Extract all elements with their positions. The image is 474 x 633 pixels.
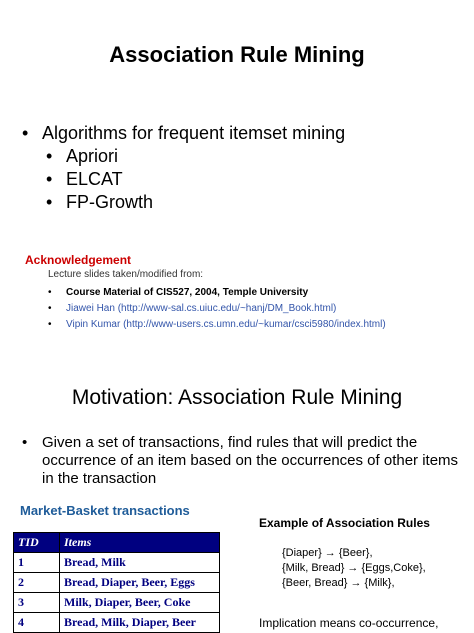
main-bullet-text: Algorithms for frequent itemset mining	[42, 123, 346, 143]
table-row	[14, 593, 220, 613]
bullet-icon: •	[46, 146, 53, 166]
acknowledgement-title: Acknowledgement	[25, 253, 132, 267]
bullet-icon: •	[48, 287, 52, 298]
table-cell-tid: 3	[14, 593, 60, 613]
main-bullet	[22, 122, 345, 144]
table-row	[14, 613, 220, 633]
list-item	[46, 145, 153, 168]
algorithm-apriori: Apriori	[66, 146, 119, 166]
rule-item: {Diaper} → {Beer},	[282, 547, 373, 559]
bullet-icon: •	[22, 434, 28, 451]
ack-link-kumar[interactable]: Vipin Kumar (http://www-users.cs.umn.edu/~kumar/csci5980/index.html)	[66, 319, 386, 330]
transactions-table	[13, 532, 220, 633]
algorithm-elcat: ELCAT	[66, 169, 123, 189]
slide-title-motivation: Motivation: Association Rule Mining	[71, 386, 403, 409]
implication-note: Implication means co-occurrence,	[259, 616, 439, 630]
example-rules-list	[282, 546, 426, 591]
bullet-icon: •	[46, 169, 53, 189]
bullet-icon: •	[46, 192, 53, 212]
table-row	[14, 573, 220, 593]
ack-course-material: Course Material of CIS527, 2004, Temple University	[66, 287, 309, 298]
table-row	[14, 553, 220, 573]
table-cell-tid: 1	[14, 553, 60, 573]
column-header-tid: TID	[14, 533, 60, 553]
list-item	[46, 168, 153, 191]
acknowledgement-list	[48, 285, 386, 333]
market-basket-title: Market-Basket transactions	[20, 503, 190, 518]
table-cell-items: Milk, Diaper, Beer, Coke	[60, 593, 220, 613]
rule-item: {Milk, Bread} → {Eggs,Coke},	[282, 562, 426, 574]
list-item	[48, 301, 386, 317]
rule-item: {Beer, Bread} → {Milk},	[282, 577, 395, 589]
table-cell-items: Bread, Milk	[60, 553, 220, 573]
table-cell-items: Bread, Milk, Diaper, Beer	[60, 613, 220, 633]
example-rules-title: Example of Association Rules	[259, 516, 430, 530]
bullet-icon: •	[48, 303, 52, 314]
table-cell-tid: 2	[14, 573, 60, 593]
list-item	[48, 285, 386, 301]
list-item	[48, 317, 386, 333]
motivation-bullet-text: Given a set of transactions, find rules that will predict the occurrence of an item based on the occurrences of other items in the transaction	[42, 434, 459, 487]
table-header-row	[14, 533, 220, 553]
table-cell-tid: 4	[14, 613, 60, 633]
algorithm-list	[46, 145, 153, 214]
column-header-items: Items	[60, 533, 220, 553]
list-item	[46, 191, 153, 214]
slide-title: Association Rule Mining	[109, 42, 365, 67]
ack-link-han[interactable]: Jiawei Han (http://www-sal.cs.uiuc.edu/~hanj/DM_Book.html)	[66, 303, 337, 314]
algorithm-fp-growth: FP-Growth	[66, 192, 154, 212]
acknowledgement-intro: Lecture slides taken/modified from:	[48, 269, 204, 280]
bullet-icon: •	[22, 123, 29, 143]
table-cell-items: Bread, Diaper, Beer, Eggs	[60, 573, 220, 593]
bullet-icon: •	[48, 319, 52, 330]
